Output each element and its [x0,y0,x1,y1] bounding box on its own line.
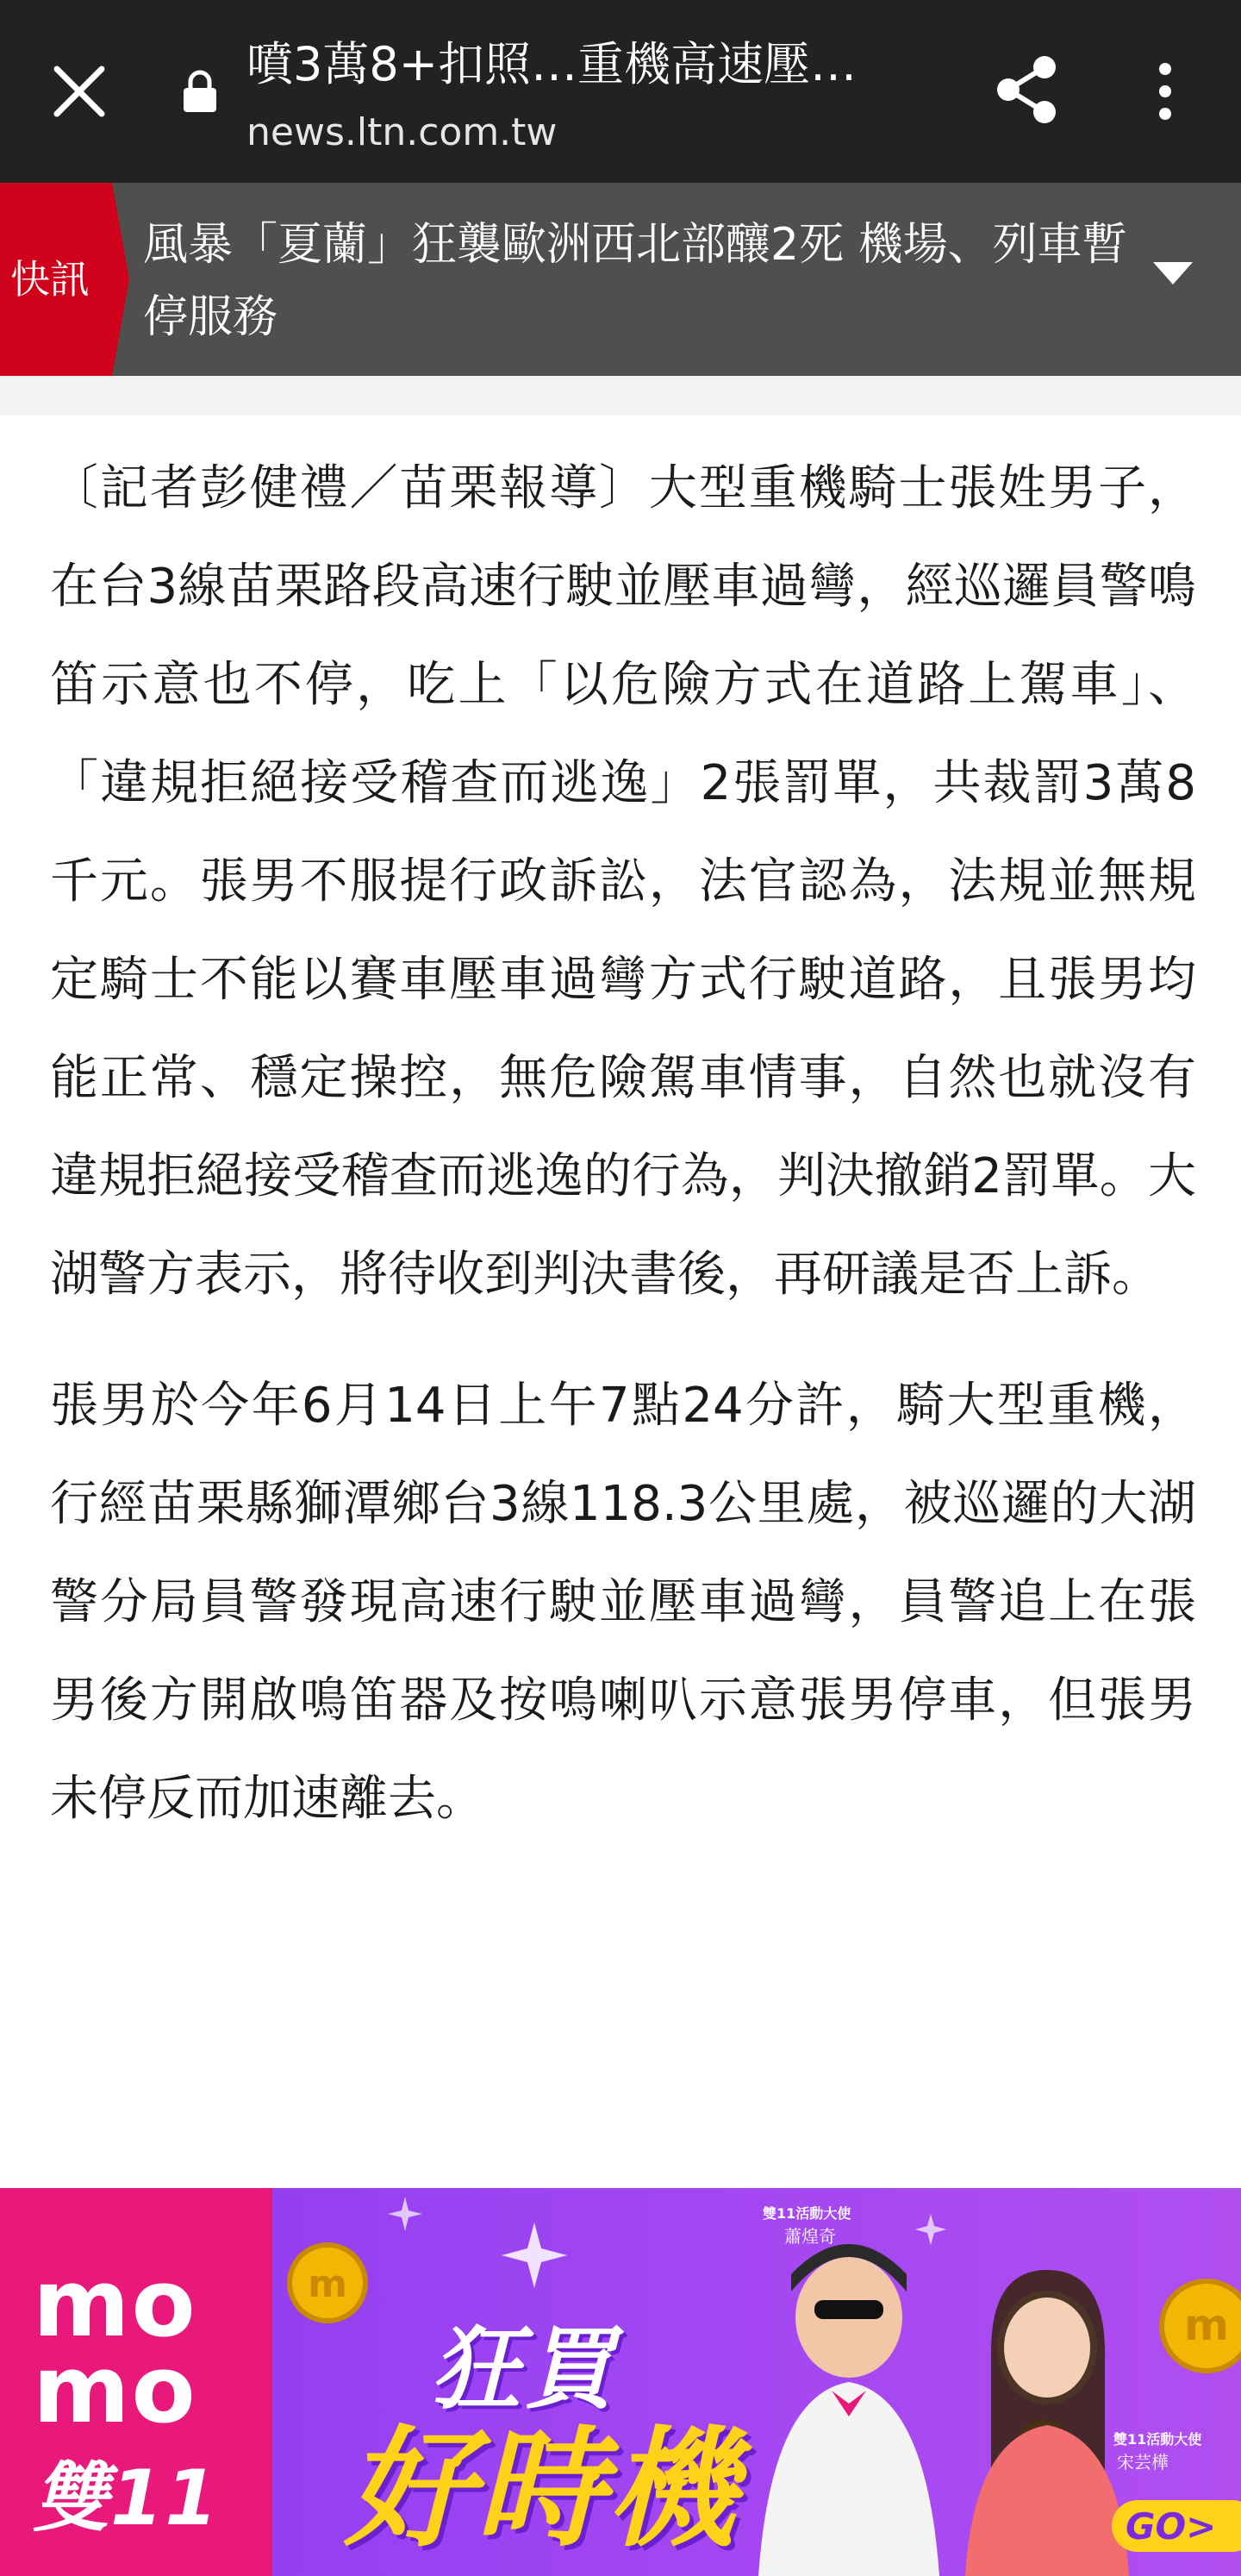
close-icon[interactable] [45,57,114,126]
ad-logo-text: mo [33,2336,197,2444]
ad-ambassador-label: 雙11活動大使 [1113,2431,1202,2448]
ad-ambassador-name: 蕭煌奇 [784,2226,836,2247]
lock-icon [181,69,219,114]
ad-banner[interactable] [0,2188,1241,2576]
more-vert-icon[interactable] [1146,60,1184,122]
ad-ambassador-label: 雙11活動大使 [763,2205,851,2222]
breaking-news-badge-label: 快訊 [10,256,90,303]
share-icon[interactable] [991,52,1063,128]
ad-logo-text: mo [33,2250,197,2358]
page-title[interactable]: 噴3萬8+扣照…重機高速壓… [246,37,857,91]
breaking-news-ticker[interactable] [0,183,1241,376]
ad-headline: 好時機 [345,2415,739,2565]
ad-ambassador-name: 宋芸樺 [1117,2452,1169,2473]
article-paragraph: 〔記者彭健禮／苗栗報導〕大型重機騎士張姓男子，在台3線苗栗路段高速行駛並壓車過彎，經巡邏員警鳴笛示意也不停，吃上「以危險方式在道路上駕車」、「違規拒絕接受稽查而逃逸」2張罰單，共裁罰3萬8千元。張男不服提行政訴訟，法官認為，法規並無規定騎士不能以賽車壓車過彎方式行駛道路，且張男均能正常、穩定操控，無危險駕車情事，自然也就沒有違規拒絕接受稽查而逃逸的行為，判決撤銷2罰單。大湖警方表示，將待收到判決書後，再研議是否上訴。 [50,460,1196,1303]
svg-text:m: m [308,2262,347,2306]
breaking-news-headline[interactable]: 風暴「夏蘭」狂襲歐洲西北部釀2死 機場、列車暫停服務 [143,219,1127,343]
article-body [50,440,1196,1848]
triangle-down-icon[interactable] [1151,260,1194,286]
browser-toolbar [0,0,1241,183]
section-divider [0,376,1241,416]
page-url[interactable]: news.ltn.com.tw [246,110,558,154]
ad-go-label[interactable]: GO> [1126,2505,1217,2548]
ad-logo-text: 雙11 [33,2454,220,2542]
ad-headline: 狂買 [431,2317,618,2422]
article-paragraph: 張男於今年6月14日上午7點24分許，騎大型重機，行經苗栗縣獅潭鄉台3線118.3公里處，被巡邏的大湖警分局員警發現高速行駛並壓車過彎，員警追上在張男後方開啟鳴笛器及按鳴喇叭示意張男停車，但張男未停反而加速離去。 [50,1378,1196,1827]
svg-text:m: m [1183,2300,1230,2350]
